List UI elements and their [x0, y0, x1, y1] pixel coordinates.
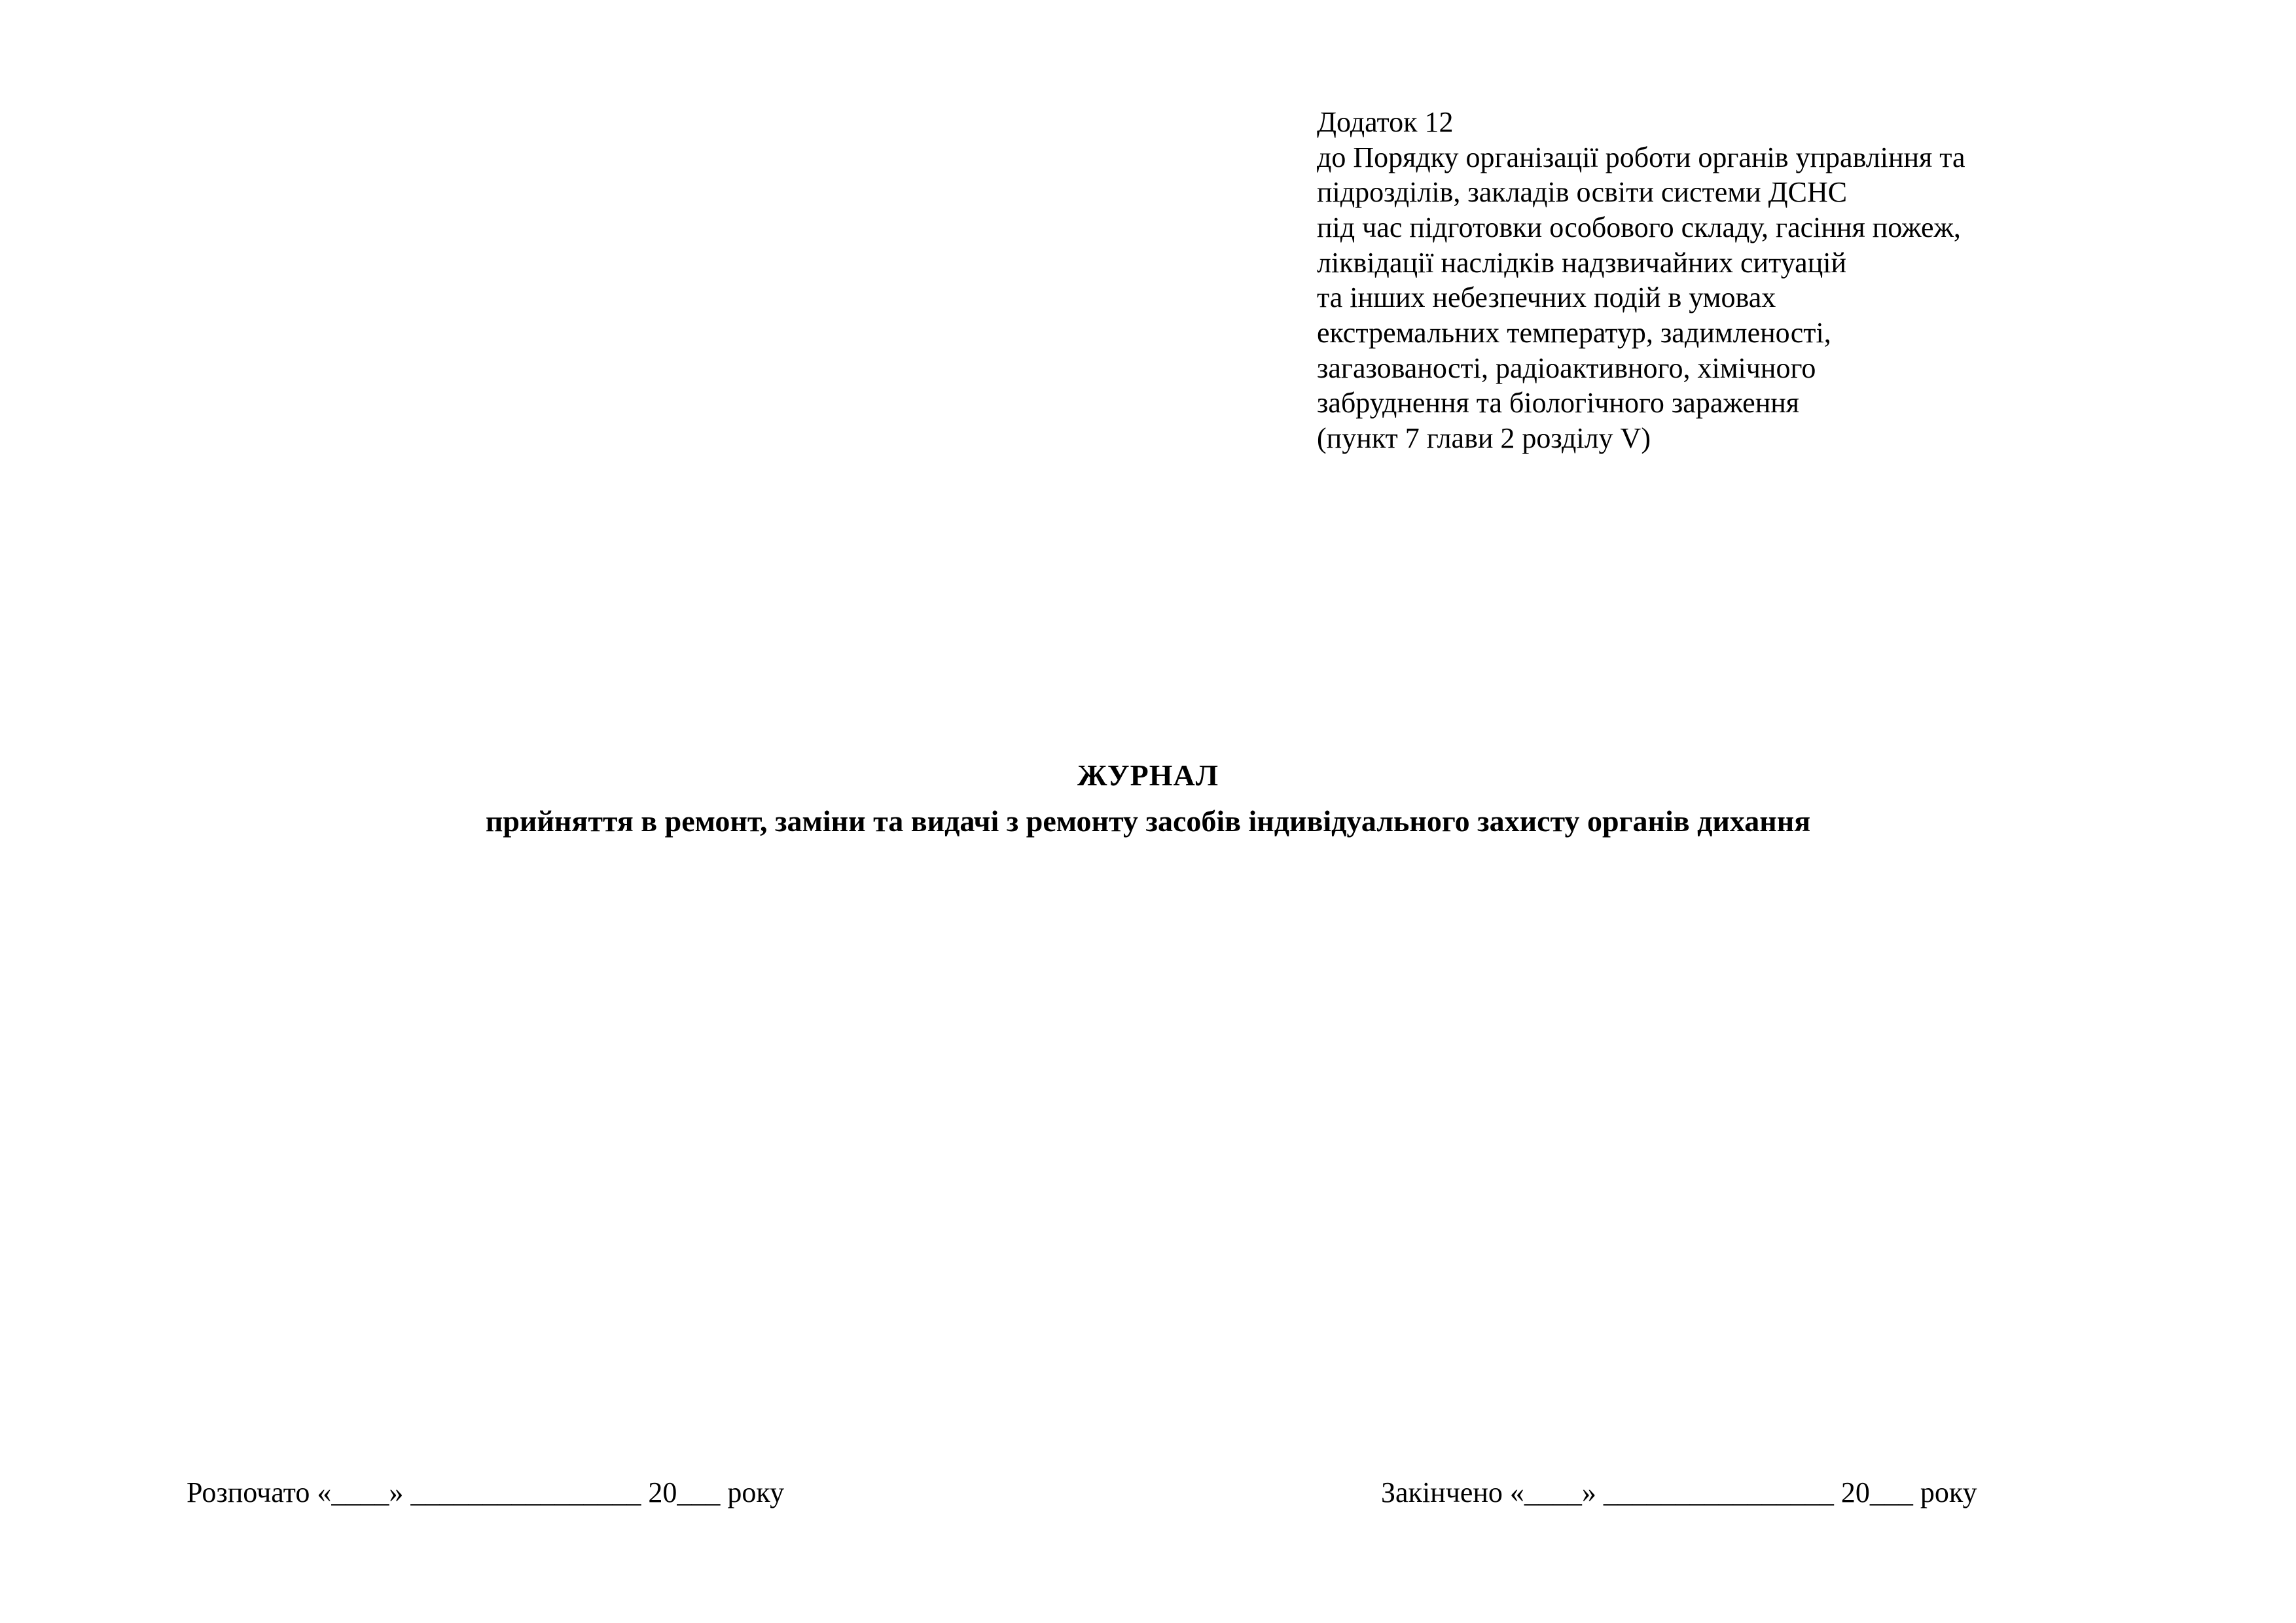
document-title-block: [0, 756, 2296, 841]
page-subtitle: прийняття в ремонт, заміни та видачі з ремонту засобів індивідуального захисту органів дихання: [485, 804, 1811, 838]
appendix-line-6: та інших небезпечних подій в умовах: [1317, 281, 1776, 314]
appendix-line-9: забруднення та біологічного зараження: [1317, 387, 1800, 419]
end-date-field: Закінчено «____» ________________ 20___ року: [1381, 1476, 1977, 1508]
page-title: ЖУРНАЛ: [1077, 758, 1219, 792]
appendix-line-10: (пункт 7 глави 2 розділу V): [1317, 422, 1651, 455]
appendix-line-4: під час підготовки особового складу, гасіння пожеж,: [1317, 211, 1961, 244]
appendix-line-1: Додаток 12: [1317, 106, 1454, 138]
start-date-field: Розпочато «____» ________________ 20___ року: [187, 1476, 785, 1508]
document-footer: [0, 1476, 2296, 1522]
appendix-reference-block: [1317, 105, 2187, 456]
appendix-line-5: ліквідації наслідків надзвичайних ситуацій: [1317, 246, 1847, 279]
appendix-line-7: екстремальних температур, задимленості,: [1317, 317, 1831, 349]
appendix-line-3: підрозділів, закладів освіти системи ДСНС: [1317, 176, 1848, 209]
appendix-line-2: до Порядку організації роботи органів управління та: [1317, 141, 1965, 173]
appendix-line-8: загазованості, радіоактивного, хімічного: [1317, 351, 1816, 384]
